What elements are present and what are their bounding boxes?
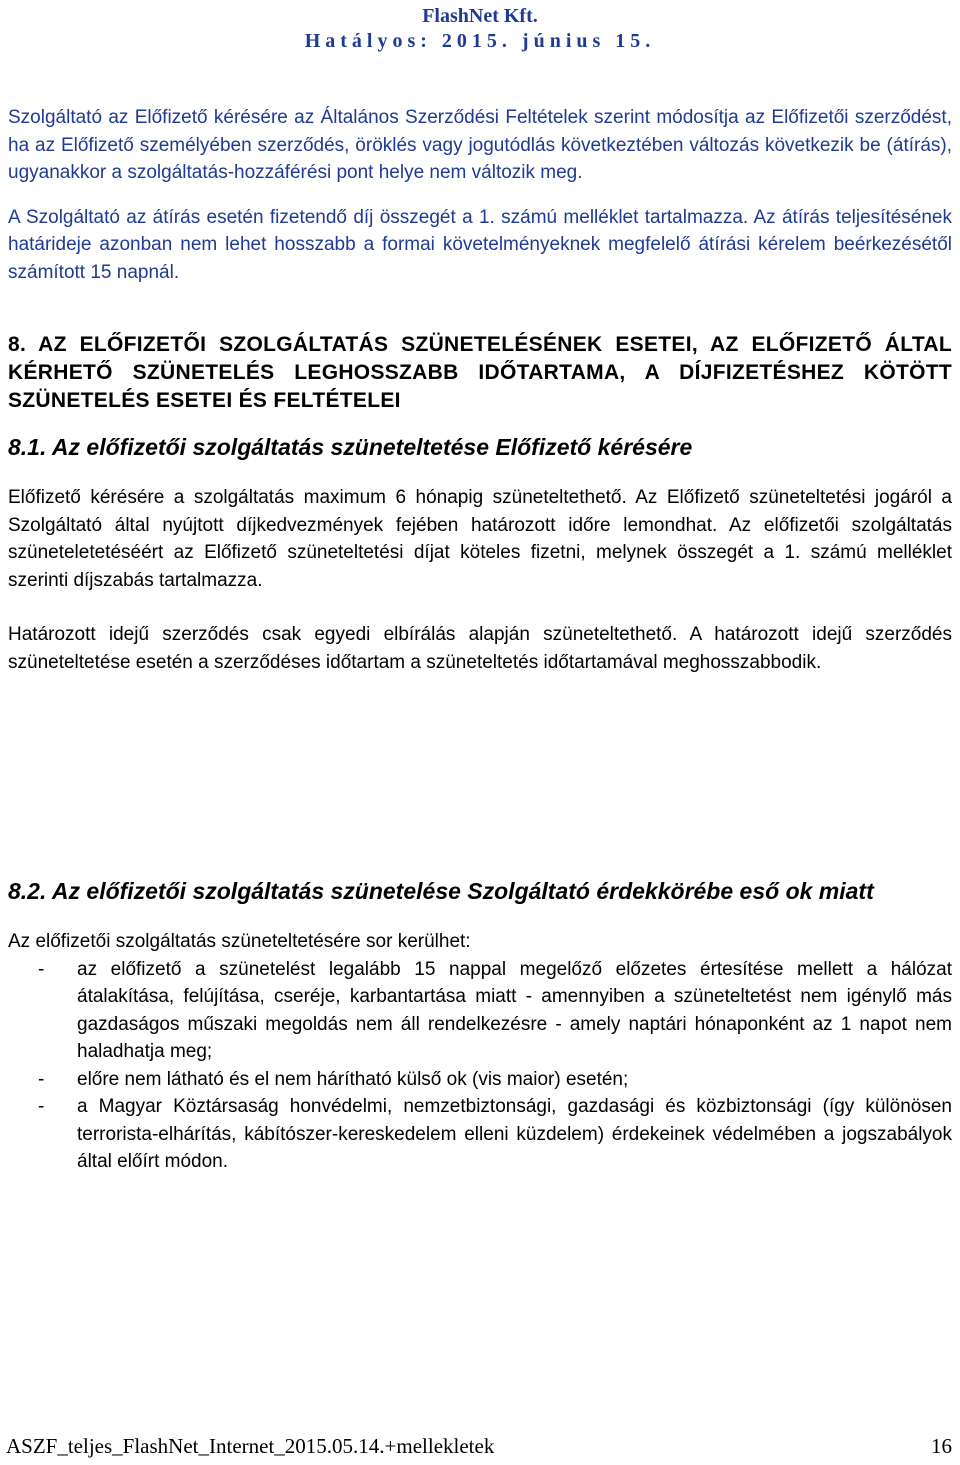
page-footer [6,1432,954,1460]
page-header [0,4,960,54]
document-body [8,104,952,1176]
paragraph-transfer-fee: A Szolgáltató az átírás esetén fizetendő díj összegét a 1. számú melléklet tartalmazza. Az átírás teljesítésének határideje azonban nem lehet hosszabb a formai követelményeknek megfelelő átírási kérelem beérkezésétől számított 15 napnál. [8,206,952,283]
section-8-1-title: 8.1. Az előfizetői szolgáltatás szüneteltetése Előfizető kérésére [8,434,693,460]
list-item: - az előfizető a szünetelést legalább 15 nappal megelőző előzetes értesítése mellett a hálózat átalakítása, felújítása, cseréje, karbantartása miatt - amennyiben a szüneteltetést nem igénylő más gazdaságos műszaki megoldás nem áll rendelkezésre - amely naptári hónaponként az 1 napot nem haladhatja meg; [38,958,952,1062]
list-item: - a Magyar Köztársaság honvédelmi, nemzetbiztonsági, gazdasági és közbiztonsági (így különösen terrorista-elhárítás, kábítószer-kereskedelem elleni küzdelem) érdekeinek védelmében a jogszabályok által előírt módon. [38,1096,952,1172]
section-8-1-paragraph: Határozott idejű szerződés csak egyedi elbírálás alapján szüneteltethető. A határozott idejű szerződés szüneteltetése esetén a szerződéses időtartam a szüneteltetés időtartamával meghosszabbodik. [8,624,952,673]
section-8-title: 8. AZ ELŐFIZETŐI SZOLGÁLTATÁS SZÜNETELÉSÉNEK ESETEI, AZ ELŐFIZETŐ ÁLTAL KÉRHETŐ SZÜNETELÉS LEGHOSSZABB IDŐTARTAMA, A DÍJFIZETÉSHEZ KÖTÖTT SZÜNETELÉS ESETEI ÉS FELTÉTELEI [8,333,952,412]
page-number: 16 [931,1434,952,1458]
footer-filename: ASZF_teljes_FlashNet_Internet_2015.05.14.+mellekletek [6,1434,495,1458]
section-8-2-title: 8.2. Az előfizetői szolgáltatás szünetelése Szolgáltató érdekkörébe eső ok miatt [8,878,874,904]
list-item: - előre nem látható és el nem hárítható külső ok (vis maior) esetén; [38,1068,629,1090]
effective-date: Hatályos: 2015. június 15. [304,30,656,52]
company-name: FlashNet Kft. [422,5,538,27]
section-8-2-list [8,956,952,1176]
paragraph-transfer: Szolgáltató az Előfizető kérésére az Általános Szerződési Feltételek szerint módosítja az Előfizetői szerződést, ha az Előfizető személyében szerződés, öröklés vagy jogutódlás következtében változás következik be (átírás), ugyanakkor a szolgáltatás-hozzáférési pont helye nem változik meg. [8,107,952,183]
section-8-2-intro: Az előfizetői szolgáltatás szüneteltetésére sor kerülhet: [8,931,471,952]
section-8-1-paragraph: Előfizető kérésére a szolgáltatás maximum 6 hónapig szüneteltethető. Az Előfizető szüneteltetési jogáról a Szolgáltató által nyújtott díjkedvezmények fejében határozott időre lemondhat. Az előfizetői szolgáltatás szüneteletetéséért az Előfizető szüneteltetési díjat köteles fizetni, melynek összegét a 1. számú melléklet szerinti díjszabás tartalmazza. [8,487,952,591]
